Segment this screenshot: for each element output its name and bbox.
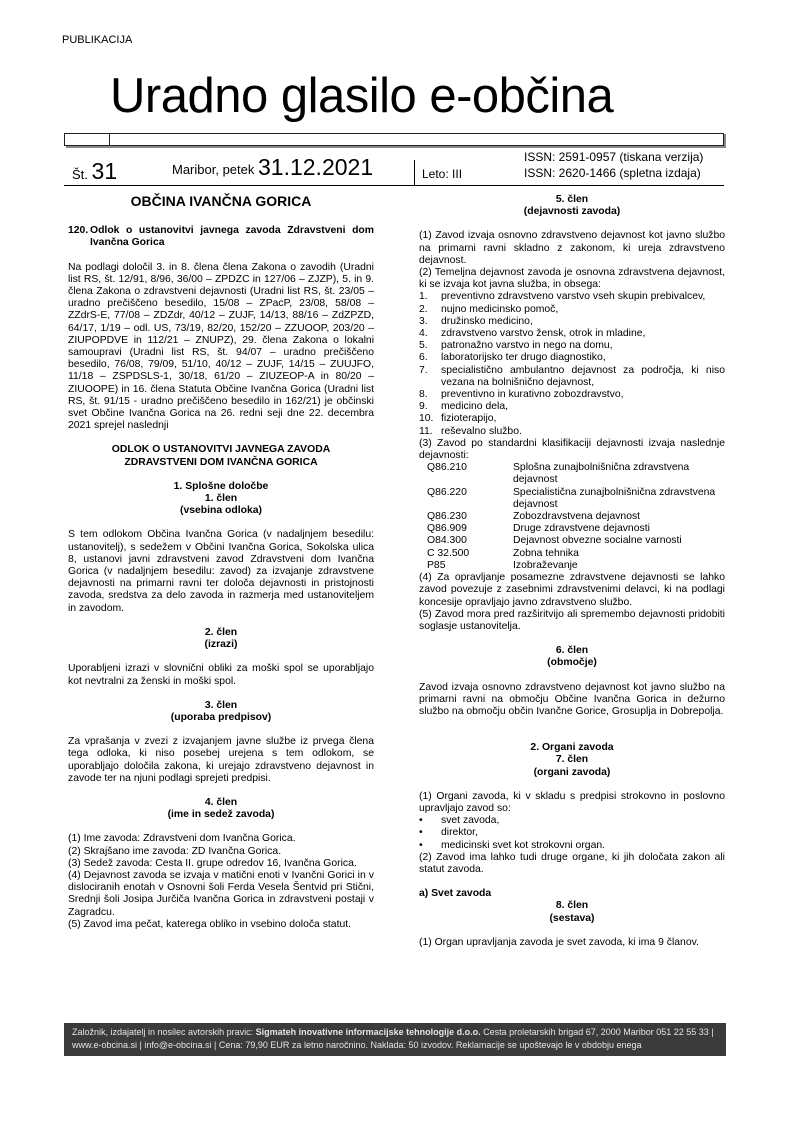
- classification-code: Q86.220: [427, 486, 467, 498]
- article-paragraph: (3) Sedež zavoda: Cesta II. grupe odredov 16, Ivančna Gorica.: [68, 857, 357, 869]
- list-item: [419, 352, 725, 364]
- email-link[interactable]: info@e-obcina.si: [144, 1040, 212, 1050]
- article-paragraph: (1) Zavod izvaja osnovno zdravstveno dejavnost kot javno službo na primarni ravni skladno z zakonom, ki ureja zdravstveno dejavnost.: [419, 230, 725, 266]
- divider: [414, 160, 415, 186]
- classification-description: Splošna zunajbolnišnična zdravstvena dejavnost: [513, 462, 690, 486]
- divider: [64, 185, 724, 186]
- classification-code: O84.300: [427, 535, 467, 547]
- article-subheading: (območje): [547, 657, 597, 669]
- article-heading: 7. člen: [555, 754, 589, 766]
- article-heading: 8. člen: [555, 900, 589, 912]
- list-number: 10.: [419, 413, 434, 425]
- list-number: 2.: [419, 303, 428, 315]
- list-item: [419, 291, 725, 303]
- classification-code: Q86.230: [427, 511, 467, 523]
- list-text: nujno medicinsko pomoč,: [441, 303, 559, 315]
- article-paragraph: (5) Zavod mora pred razširitvijo ali spremembo dejavnosti pridobiti soglasje ustanovitelja.: [419, 608, 725, 632]
- article-paragraph: (5) Zavod ima pečat, katerega obliko in vsebino določa statut.: [68, 918, 352, 930]
- list-item: [419, 365, 725, 389]
- article-paragraph: (2) Skrajšano ime zavoda: ZD Ivančna Gorica.: [68, 845, 282, 857]
- article-text: Za vprašanja v zvezi z izvajanjem javne službe iz prvega člena tega odloka, ki niso posebej urejena s tem odlokom, se uporabljajo določila zakona, ki urejajo zdravstveno dejavnost in zavode ter na njuni podlagi sprejeti predpisi.: [68, 736, 374, 784]
- section-heading: 2. Organi zavoda: [530, 742, 614, 754]
- list-text: specialistično ambulantno dejavnost za področja, ki niso vezana na bolnišnično dejavnost,: [441, 364, 725, 388]
- list-item: [419, 316, 725, 328]
- issue-date: 31.12.2021: [258, 154, 374, 180]
- list-item: [419, 426, 725, 438]
- classification-list: [419, 462, 725, 572]
- website-link[interactable]: www.e-obcina.si: [72, 1040, 138, 1050]
- list-number: 6.: [419, 352, 428, 364]
- article-paragraph: (1) Organi zavoda, ki v skladu s predpisi strokovno in poslovno upravljajo zavod so:: [419, 790, 725, 814]
- list-text: laboratorijsko ter drugo diagnostiko,: [441, 352, 606, 364]
- article-text: Zavod izvaja osnovno zdravstveno dejavnost kot javno službo na primarni ravni na območju Občine Ivančna Gorica in dežurno službo na območju občin Ivančne Gorice, Grosuplja in Dobrepolja.: [419, 681, 725, 717]
- list-number: 9.: [419, 401, 428, 413]
- list-text: družinsko medicino,: [441, 315, 533, 327]
- article-heading: 3. člen: [204, 699, 238, 711]
- issue-year: Leto: III: [422, 167, 463, 181]
- classification-row: [419, 487, 725, 511]
- classification-description: Izobraževanje: [513, 559, 578, 571]
- list-number: 3.: [419, 315, 428, 327]
- article-subheading: (vsebina odloka): [180, 505, 262, 517]
- issn-print: ISSN: 2591-0957 (tiskana verzija): [524, 150, 704, 164]
- organs-list: [419, 815, 725, 852]
- publication-label: PUBLIKACIJA: [62, 34, 133, 46]
- list-item: [419, 815, 725, 827]
- classification-row: [419, 523, 725, 535]
- subsection-heading: a) Svet zavoda: [419, 888, 492, 900]
- article-subheading: (uporaba predpisov): [170, 711, 272, 723]
- classification-row: [419, 511, 725, 523]
- bullet-icon: •: [419, 815, 423, 827]
- section-heading: 1. Splošne določbe: [173, 480, 269, 492]
- article-heading: 2. člen: [204, 626, 238, 638]
- activity-list: [419, 291, 725, 437]
- issue-place-day: Maribor, petek: [172, 162, 255, 177]
- list-number: 8.: [419, 389, 428, 401]
- article-heading: 5. člen: [555, 194, 589, 205]
- article-heading: 4. člen: [204, 796, 238, 808]
- article-paragraph: (2) Zavod ima lahko tudi druge organe, ki jih določata zakon ali statut zavoda.: [419, 851, 725, 875]
- list-item: [419, 340, 725, 352]
- list-item: [419, 840, 725, 852]
- list-text: fizioterapijo,: [441, 413, 497, 425]
- list-text: reševalno službo.: [441, 425, 522, 437]
- classification-description: Zobna tehnika: [513, 547, 579, 559]
- classification-row: [419, 560, 725, 572]
- article-subheading: (sestava): [549, 912, 595, 924]
- decree-title: ZDRAVSTVENI DOM IVANČNA GORICA: [124, 456, 318, 468]
- article-paragraph: (4) Za opravljanje posamezne zdravstvene dejavnosti se lahko zavod povezuje z zasebnimi zdravstvenimi delavci, ki na podlagi koncesije opravljajo javno zdravstveno službo.: [419, 572, 725, 608]
- classification-code: Q86.210: [427, 462, 467, 474]
- article-text: Uporabljeni izrazi v slovnični obliki za moški spol se uporabljajo kot nevtralni za ženski in moški spol.: [68, 663, 374, 687]
- article-paragraph: (4) Dejavnost zavoda se izvaja v matični enoti v Ivančni Gorici in v dislociranih enotah v Osnovni šoli Ferda Vesela Šentvid pri Stični, Srednji šoli Josipa Jurčiča Ivančna Gorica in zdravstveni postaji v Zagradcu.: [68, 869, 374, 918]
- classification-description: Druge zdravstvene dejavnosti: [513, 523, 650, 535]
- list-number: 11.: [419, 425, 433, 437]
- classification-code: Q86.909: [427, 523, 467, 535]
- classification-code: P85: [427, 559, 446, 571]
- article-paragraph: (2) Temeljna dejavnost zavoda je osnovna zdravstvena dejavnost, ki se izvaja kot javna služba, in obsega:: [419, 267, 725, 291]
- article-text: S tem odlokom Občina Ivančna Gorica (v nadaljnjem besedilu: ustanovitelj), s sedežem v Občini Ivančna Gorica, Sokolska ulica 8, ustanovi javni zdravstveni zavod Zdravstveni dom Ivančna Gorica (v nadaljnjem besedilu: zavod) za izvajanje zdravstvene dejavnosti na primarni ravni ter določa dejavnosti in pristojnosti zavoda, sredstva za delo zavoda in razmerja med ustanoviteljem in zavodom.: [68, 529, 374, 614]
- article-subheading: (ime in sedež zavoda): [167, 809, 275, 821]
- list-item: [419, 413, 725, 425]
- list-number: 7.: [419, 364, 428, 376]
- classification-code: C 32.500: [427, 547, 470, 559]
- article-subheading: (dejavnosti zavoda): [523, 206, 621, 218]
- classification-description: Dejavnost obvezne socialne varnosti: [513, 535, 682, 547]
- preamble: Na podlagi določil 3. in 8. člena člena Zakona o zavodih (Uradni list RS, št. 12/91, 8/96, 36/00 – ZPDZC in 127/06 – ZJZP), 5. in 9. člena Zakona o zdravstveni dejavnosti (Uradni list RS, št. 23/05 – uradno prečiščeno besedilo, 15/08 – ZPacP, 23/08, 58/08 – ZZdrS-E, 77/08 – ZDZdr, 40/12 – ZUJF, 14/13, 88/16 – ZdZPZD, 64/17, 1/19 – odl. US, 73/19, 82/20, 152/20 – ZZUOOP, 203/20 – ZIUPOPDVE in 112/21 – ZNUPZ), 29. člena Zakona o lokalni samoupravi (Uradni list RS, št. 94/07 – uradno prečiščeno besedilo, 76/08, 79/09, 51/10, 40/12 – ZUJF, 14/15 – ZUUJFO, 11/18 – ZSPDSLS-1, 30/18, 61/20 – ZIUZEOP-A in 80/20 – ZIUOOPE) in 16. člena Statuta Občine Ivančna Gorica (Uradni list RS, št. 91/15 - uradno prečiščeno besedilo in 162/21) je občinski svet Občine Ivančna Gorica na 26. redni seji dne 22. decembra 2021 sprejel naslednji: [68, 261, 374, 432]
- list-item: [419, 827, 725, 839]
- article-paragraph: (1) Organ upravljanja zavoda je svet zavoda, ki ima 9 članov.: [419, 936, 699, 948]
- act-title: 120. Odlok o ustanovitvi javnega zavoda Zdravstveni dom Ivančna Gorica: [68, 225, 374, 249]
- list-number: 1.: [419, 291, 428, 303]
- list-item: [419, 401, 725, 413]
- masthead-title: Uradno glasilo e-občina: [110, 69, 614, 123]
- article-paragraph: (3) Zavod po standardni klasifikaciji dejavnosti izvaja naslednje dejavnosti:: [419, 437, 725, 462]
- classification-description: Zobozdravstvena dejavnost: [513, 511, 641, 523]
- list-text: zdravstveno varstvo žensk, otrok in mladine,: [441, 328, 646, 340]
- list-item: [419, 328, 725, 340]
- list-text: patronažno varstvo in nego na domu,: [441, 340, 613, 352]
- list-text: preventivno zdravstveno varstvo vseh skupin prebivalcev,: [441, 291, 706, 303]
- list-item: [419, 389, 725, 401]
- publisher-footer: Založnik, izdajatelj in nosilec avtorskih pravic: Sigmateh inovativne informacijske tehnologije d.o.o. Cesta proletarskih brigad 67, 2000 Maribor 051 22 55 33 | www.e-obcina.si | info@e-obcina.si | Cena: 79,90 EUR za letno naročnino. Naklada: 50 izvodov. Reklamacije se upoštevajo le v obdobju enega: [64, 1023, 726, 1056]
- masthead-rule: [64, 133, 724, 146]
- article-subheading: (organi zavoda): [533, 766, 611, 778]
- list-text: medicinski svet kot strokovni organ.: [441, 839, 606, 851]
- list-text: preventivno in kurativno zobozdravstvo,: [441, 389, 624, 401]
- list-number: 4.: [419, 328, 428, 340]
- issue-number: Št. 31: [72, 158, 118, 184]
- list-item: [419, 304, 725, 316]
- list-text: direktor,: [441, 827, 478, 839]
- right-column: [419, 194, 725, 949]
- list-text: medicino dela,: [441, 401, 509, 413]
- article-heading: 6. člen: [555, 645, 589, 657]
- classification-description: Specialistična zunajbolnišnična zdravstvena dejavnost: [513, 486, 716, 510]
- municipality-heading: OBČINA IVANČNA GORICA: [130, 193, 312, 209]
- issn-online: ISSN: 2620-1466 (spletna izdaja): [524, 166, 701, 180]
- decree-title: ODLOK O USTANOVITVI JAVNEGA ZAVODA: [111, 444, 331, 456]
- list-number: 5.: [419, 340, 428, 352]
- classification-row: [419, 548, 725, 560]
- article-paragraph: (1) Ime zavoda: Zdravstveni dom Ivančna Gorica.: [68, 833, 296, 845]
- bullet-icon: •: [419, 827, 423, 839]
- classification-row: [419, 462, 725, 486]
- list-text: svet zavoda,: [441, 815, 500, 827]
- classification-row: [419, 535, 725, 547]
- bullet-icon: •: [419, 839, 423, 851]
- article-heading: 1. člen: [204, 493, 238, 505]
- article-subheading: (izrazi): [204, 639, 238, 651]
- issue-line: [64, 150, 724, 186]
- left-column: [68, 192, 374, 931]
